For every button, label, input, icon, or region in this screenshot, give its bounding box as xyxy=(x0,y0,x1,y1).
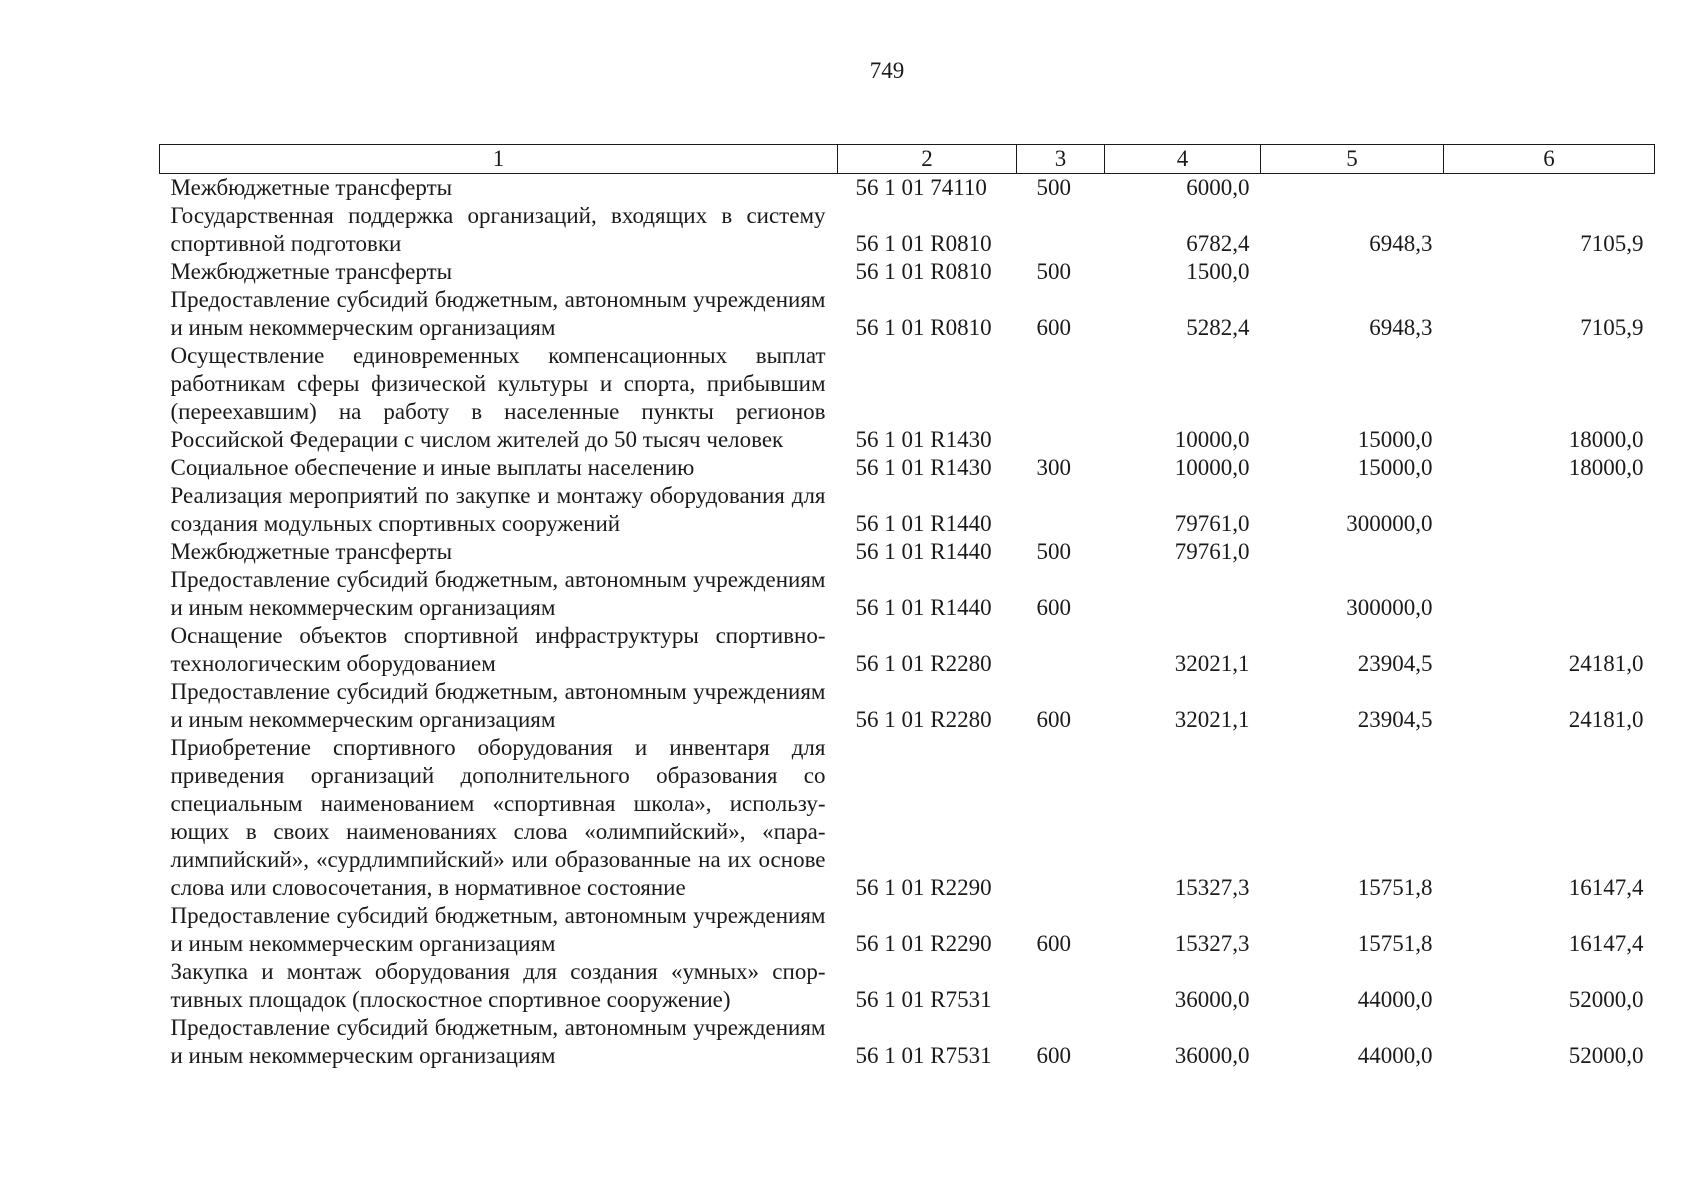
row-value-3: 7105,9 xyxy=(1580,231,1644,256)
row-value-3: 7105,9 xyxy=(1580,315,1644,340)
column-header-2: 2 xyxy=(838,145,1017,174)
table-row xyxy=(160,958,1655,1014)
row-value-1: 36000,0 xyxy=(1174,1043,1250,1068)
row-value-3 xyxy=(1444,258,1655,286)
row-code: 56 1 01 R2280 xyxy=(855,651,992,676)
row-expense-type xyxy=(1017,482,1105,538)
table-row xyxy=(160,678,1655,734)
row-value-3 xyxy=(1444,566,1655,622)
row-value-1: 32021,1 xyxy=(1174,651,1250,676)
row-value-1 xyxy=(1105,566,1261,622)
row-value-2: 15751,8 xyxy=(1357,875,1433,900)
row-expense-type: 600 xyxy=(1036,595,1071,620)
row-name: Предоставление субсидий бюджетным, автономным учреждениям и иным некоммерческим организациям xyxy=(170,679,826,732)
row-expense-type: 600 xyxy=(1036,1043,1071,1068)
row-value-1: 1500,0 xyxy=(1186,259,1250,284)
row-value-1: 10000,0 xyxy=(1174,455,1250,480)
row-expense-type: 500 xyxy=(1036,175,1071,200)
row-value-2: 6948,3 xyxy=(1369,315,1433,340)
row-name: Приобретение спортивного оборудования и инвентаря для приведения организаций дополнительного образования со специальным наименованием «спортивная школа», использующих в своих наименованиях слова «олимпийский», «паралимпийский», «сурдлимпийский» или образованные на их основе слова или словосочетания, в нормативное состояние xyxy=(170,735,826,900)
table-row xyxy=(160,482,1655,538)
row-name: Предоставление субсидий бюджетным, автономным учреждениям и иным некоммерческим организациям xyxy=(170,567,826,620)
row-code: 56 1 01 R2280 xyxy=(855,707,992,732)
row-value-2: 44000,0 xyxy=(1357,987,1433,1012)
row-value-3: 16147,4 xyxy=(1568,931,1644,956)
row-value-3: 18000,0 xyxy=(1568,455,1644,480)
row-expense-type xyxy=(1017,734,1105,902)
table-row xyxy=(160,454,1655,482)
row-name: Предоставление субсидий бюджетным, автономным учреждениям и иным некоммерческим организациям xyxy=(170,287,826,340)
row-code: 56 1 01 R1430 xyxy=(855,427,992,452)
row-expense-type: 300 xyxy=(1036,455,1071,480)
column-header-6: 6 xyxy=(1444,145,1655,174)
row-name: Предоставление субсидий бюджетным, автономным учреждениям и иным некоммерческим организациям xyxy=(170,1015,826,1068)
row-value-2: 300000,0 xyxy=(1346,595,1433,620)
row-expense-type: 500 xyxy=(1036,259,1071,284)
table-row xyxy=(160,566,1655,622)
row-expense-type: 500 xyxy=(1036,539,1071,564)
row-name: Осуществление единовременных компенсационных выплат работникам сферы физической культуры и спорта, прибывшим (переехавшим) на работу в населенные пункты регионов Российской Федерации с числом жителей до 50 тысяч человек xyxy=(170,343,826,452)
row-value-1: 10000,0 xyxy=(1174,427,1250,452)
row-name: Межбюджетные трансферты xyxy=(170,539,453,564)
table-header xyxy=(160,145,1655,174)
row-value-3: 18000,0 xyxy=(1568,427,1644,452)
table-row xyxy=(160,342,1655,454)
row-code: 56 1 01 R1440 xyxy=(855,595,992,620)
row-name: Реализация мероприятий по закупке и монтажу оборудования для создания модульных спортивных сооружений xyxy=(170,483,826,536)
row-expense-type xyxy=(1017,342,1105,454)
table-row xyxy=(160,734,1655,902)
row-code: 56 1 01 R0810 xyxy=(855,259,992,284)
row-code: 56 1 01 R7531 xyxy=(855,1043,992,1068)
budget-table xyxy=(159,144,1655,1070)
table-row xyxy=(160,1014,1655,1070)
table-row xyxy=(160,286,1655,342)
row-expense-type: 600 xyxy=(1036,315,1071,340)
row-value-2: 15000,0 xyxy=(1357,455,1433,480)
table-row xyxy=(160,622,1655,678)
row-value-1: 32021,1 xyxy=(1174,707,1250,732)
row-value-3: 52000,0 xyxy=(1568,1043,1644,1068)
row-value-2: 15751,8 xyxy=(1357,931,1433,956)
row-code: 56 1 01 R1440 xyxy=(855,511,992,536)
row-expense-type: 600 xyxy=(1036,931,1071,956)
row-expense-type xyxy=(1017,202,1105,258)
row-value-3: 24181,0 xyxy=(1568,651,1644,676)
header-row xyxy=(160,145,1655,174)
row-value-3: 24181,0 xyxy=(1568,707,1644,732)
page-number: 749 xyxy=(869,58,905,83)
row-value-1: 6782,4 xyxy=(1186,231,1250,256)
row-value-3: 16147,4 xyxy=(1568,875,1644,900)
row-expense-type xyxy=(1017,622,1105,678)
row-name: Закупка и монтаж оборудования для создания «умных» спортивных площадок (плоскостное спортивное сооружение) xyxy=(170,959,826,1012)
row-code: 56 1 01 R1430 xyxy=(855,455,992,480)
row-expense-type: 600 xyxy=(1036,707,1071,732)
column-header-3: 3 xyxy=(1017,145,1105,174)
row-value-3 xyxy=(1444,538,1655,566)
row-value-1: 79761,0 xyxy=(1174,539,1250,564)
row-value-2: 23904,5 xyxy=(1357,707,1433,732)
row-code: 56 1 01 74110 xyxy=(855,175,987,200)
row-value-1: 6000,0 xyxy=(1186,175,1250,200)
table-row xyxy=(160,202,1655,258)
row-value-2 xyxy=(1261,174,1444,203)
row-value-2 xyxy=(1261,538,1444,566)
table-row xyxy=(160,174,1655,203)
row-value-1: 5282,4 xyxy=(1186,315,1250,340)
row-name: Государственная поддержка организаций, входящих в систему спортивной подготовки xyxy=(170,203,826,256)
row-value-2: 300000,0 xyxy=(1346,511,1433,536)
row-value-2 xyxy=(1261,258,1444,286)
row-value-3: 52000,0 xyxy=(1568,987,1644,1012)
row-code: 56 1 01 R7531 xyxy=(855,987,992,1012)
row-code: 56 1 01 R0810 xyxy=(855,315,992,340)
table-body xyxy=(160,174,1655,1071)
row-value-3 xyxy=(1444,482,1655,538)
row-code: 56 1 01 R1440 xyxy=(855,539,992,564)
row-name: Межбюджетные трансферты xyxy=(170,259,453,284)
row-value-2: 23904,5 xyxy=(1357,651,1433,676)
column-header-5: 5 xyxy=(1261,145,1444,174)
row-code: 56 1 01 R0810 xyxy=(855,231,992,256)
row-expense-type xyxy=(1017,958,1105,1014)
row-name: Межбюджетные трансферты xyxy=(170,175,453,200)
column-header-1: 1 xyxy=(160,145,838,174)
row-value-3 xyxy=(1444,174,1655,203)
row-name: Предоставление субсидий бюджетным, автономным учреждениям и иным некоммерческим организациям xyxy=(170,903,826,956)
row-name: Социальное обеспечение и иные выплаты населению xyxy=(170,455,695,480)
row-value-1: 15327,3 xyxy=(1174,875,1250,900)
table-row xyxy=(160,538,1655,566)
row-code: 56 1 01 R2290 xyxy=(855,875,992,900)
row-value-1: 15327,3 xyxy=(1174,931,1250,956)
row-value-2: 44000,0 xyxy=(1357,1043,1433,1068)
row-value-1: 36000,0 xyxy=(1174,987,1250,1012)
table-row xyxy=(160,902,1655,958)
row-name: Оснащение объектов спортивной инфраструктуры спортивно-технологическим оборудованием xyxy=(170,623,826,676)
row-value-2: 6948,3 xyxy=(1369,231,1433,256)
column-header-4: 4 xyxy=(1105,145,1261,174)
table-row xyxy=(160,258,1655,286)
row-code: 56 1 01 R2290 xyxy=(855,931,992,956)
row-value-2: 15000,0 xyxy=(1357,427,1433,452)
row-value-1: 79761,0 xyxy=(1174,511,1250,536)
